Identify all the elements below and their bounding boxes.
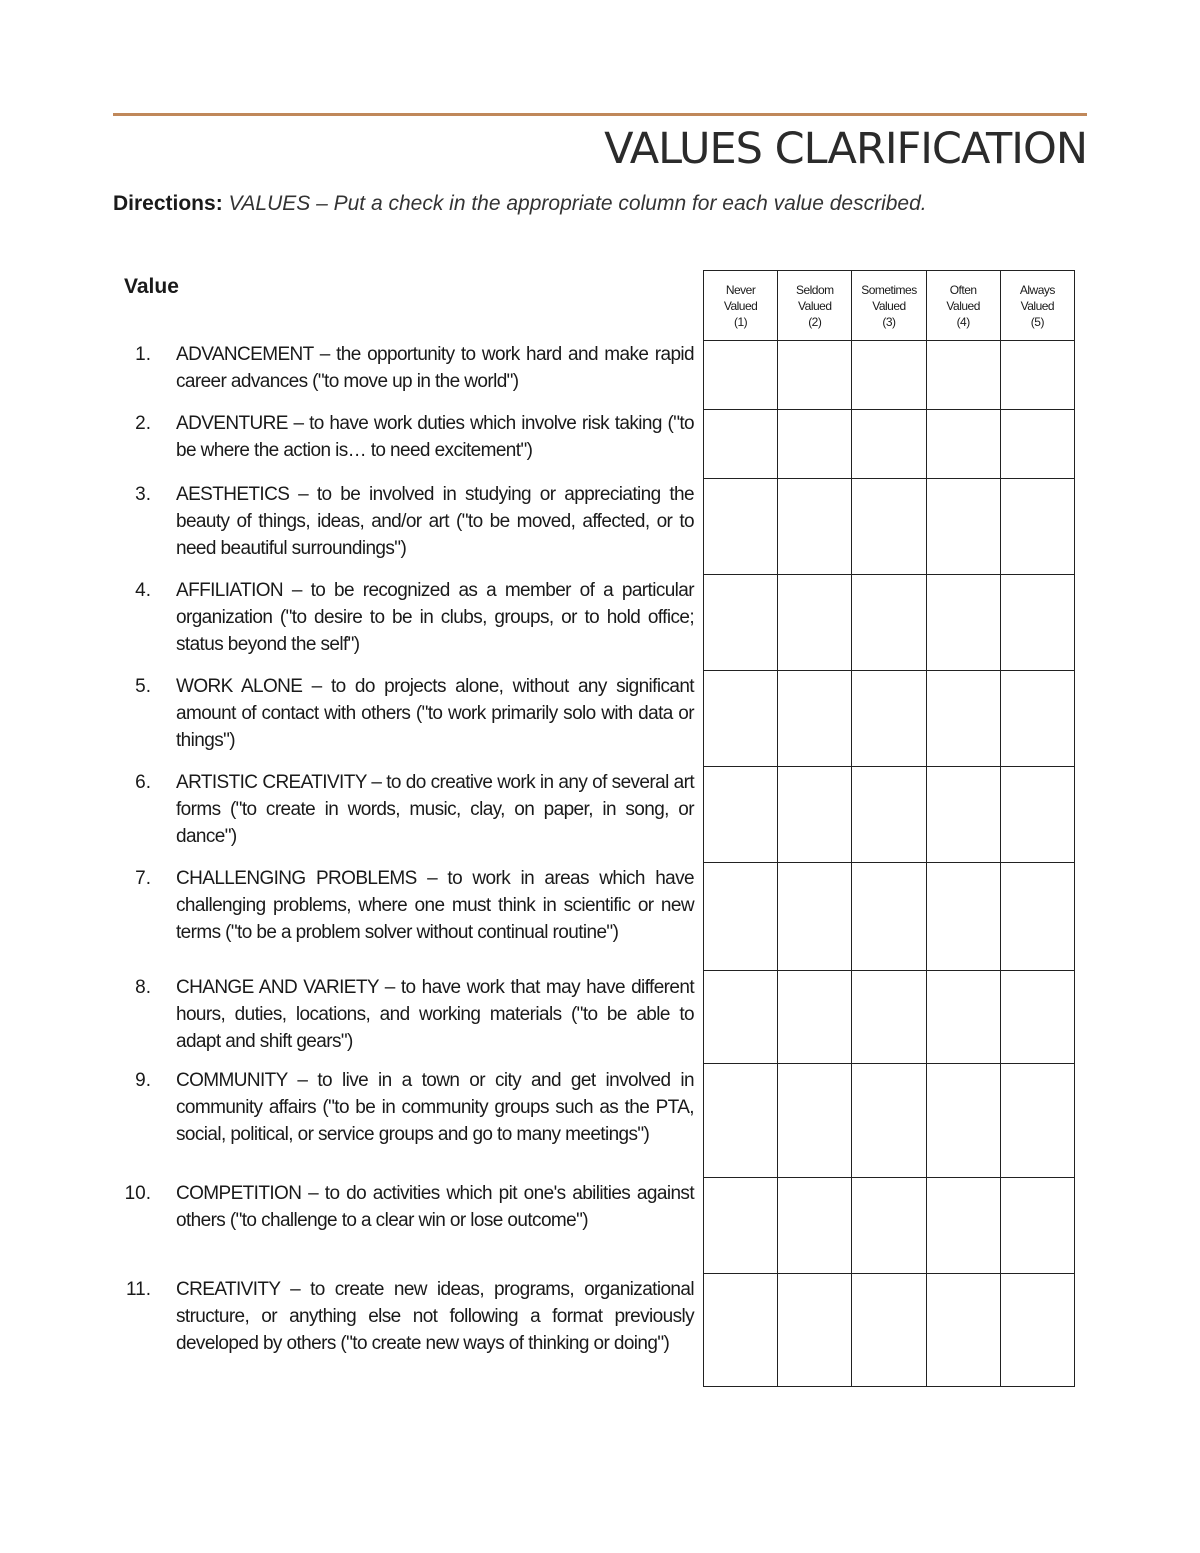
check-cell[interactable]: [778, 1274, 852, 1387]
check-cell[interactable]: [778, 863, 852, 971]
column-header-always: Always Valued (5): [1000, 271, 1074, 341]
check-cell[interactable]: [778, 767, 852, 863]
value-item: [123, 1276, 694, 1357]
check-cell[interactable]: [704, 1064, 778, 1178]
item-description: CREATIVITY – to create new ideas, programs, organizational structure, or anything else not following a format previously developed by others ("to create new ways of thinking or doing"): [176, 1279, 694, 1354]
check-cell[interactable]: [704, 341, 778, 410]
check-cell[interactable]: [778, 341, 852, 410]
check-cell[interactable]: [704, 1274, 778, 1387]
value-item: [123, 410, 694, 464]
directions-text: VALUES – Put a check in the appropriate column for each value described.: [228, 192, 927, 215]
check-cell[interactable]: [1000, 1064, 1074, 1178]
check-cell[interactable]: [1000, 410, 1074, 479]
header-rule: [113, 113, 1087, 116]
check-cell[interactable]: [778, 971, 852, 1064]
check-cell[interactable]: [778, 575, 852, 671]
check-cell[interactable]: [1000, 1274, 1074, 1387]
directions-label: Directions:: [113, 192, 223, 215]
check-cell[interactable]: [926, 341, 1000, 410]
check-cell[interactable]: [852, 1178, 926, 1274]
check-cell[interactable]: [926, 1274, 1000, 1387]
value-item: [123, 865, 694, 946]
check-cell[interactable]: [926, 1178, 1000, 1274]
item-description: CHANGE AND VARIETY – to have work that may have different hours, duties, locations, and working materials ("to be able to adapt and shift gears"): [176, 977, 694, 1052]
rating-row: [704, 971, 1075, 1064]
check-cell[interactable]: [926, 410, 1000, 479]
item-number: 6.: [135, 772, 151, 793]
column-header-never: Never Valued (1): [704, 271, 778, 341]
item-number: 11.: [125, 1279, 151, 1300]
item-number: 10.: [124, 1183, 151, 1204]
item-description: ADVANCEMENT – the opportunity to work hard and make rapid career advances ("to move up in the world"): [176, 344, 694, 392]
check-cell[interactable]: [852, 479, 926, 575]
check-cell[interactable]: [778, 1178, 852, 1274]
check-cell[interactable]: [704, 671, 778, 767]
check-cell[interactable]: [926, 767, 1000, 863]
check-cell[interactable]: [1000, 863, 1074, 971]
check-cell[interactable]: [852, 1064, 926, 1178]
check-cell[interactable]: [1000, 767, 1074, 863]
rating-row: [704, 1274, 1075, 1387]
check-cell[interactable]: [926, 479, 1000, 575]
check-cell[interactable]: [778, 671, 852, 767]
check-cell[interactable]: [926, 671, 1000, 767]
check-cell[interactable]: [704, 863, 778, 971]
check-cell[interactable]: [852, 1274, 926, 1387]
rating-grid: [703, 270, 1075, 1387]
item-number: 2.: [135, 413, 151, 434]
item-description: AESTHETICS – to be involved in studying or appreciating the beauty of things, ideas, and/or art ("to be moved, affected, or to need beautiful surroundings"): [176, 484, 694, 559]
rating-row: [704, 767, 1075, 863]
rating-row: [704, 863, 1075, 971]
check-cell[interactable]: [1000, 479, 1074, 575]
value-item: [123, 341, 694, 395]
value-item: [123, 1180, 694, 1234]
check-cell[interactable]: [926, 863, 1000, 971]
rating-row: [704, 341, 1075, 410]
item-description: ARTISTIC CREATIVITY – to do creative work in any of several art forms ("to create in words, music, clay, on paper, in song, or dance"): [176, 772, 694, 847]
value-item: [123, 577, 694, 658]
item-number: 4.: [135, 580, 151, 601]
check-cell[interactable]: [1000, 971, 1074, 1064]
check-cell[interactable]: [778, 1064, 852, 1178]
item-number: 1.: [135, 344, 151, 365]
value-item: [123, 481, 694, 562]
item-description: COMPETITION – to do activities which pit one's abilities against others ("to challenge to a clear win or lose outcome"): [176, 1183, 694, 1231]
item-description: WORK ALONE – to do projects alone, without any significant amount of contact with others ("to work primarily solo with data or things"): [176, 676, 694, 751]
check-cell[interactable]: [852, 671, 926, 767]
value-heading: Value: [124, 275, 179, 298]
value-item: [123, 673, 694, 754]
check-cell[interactable]: [704, 971, 778, 1064]
item-number: 3.: [135, 484, 151, 505]
check-cell[interactable]: [926, 575, 1000, 671]
item-description: AFFILIATION – to be recognized as a member of a particular organization ("to desire to be in clubs, groups, or to hold office; status beyond the self"): [176, 580, 694, 655]
item-number: 9.: [135, 1070, 151, 1091]
check-cell[interactable]: [704, 767, 778, 863]
item-number: 7.: [135, 868, 151, 889]
check-cell[interactable]: [1000, 671, 1074, 767]
page-title: VALUES CLARIFICATION: [604, 124, 1087, 174]
rating-row: [704, 410, 1075, 479]
check-cell[interactable]: [704, 1178, 778, 1274]
rating-row: [704, 479, 1075, 575]
item-description: ADVENTURE – to have work duties which involve risk taking ("to be where the action is… to need excitement"): [176, 413, 694, 461]
rating-row: [704, 575, 1075, 671]
column-header-often: Often Valued (4): [926, 271, 1000, 341]
check-cell[interactable]: [1000, 1178, 1074, 1274]
item-description: CHALLENGING PROBLEMS – to work in areas which have challenging problems, where one must think in scientific or new terms ("to be a problem solver without continual routine"): [176, 868, 694, 943]
check-cell[interactable]: [852, 575, 926, 671]
check-cell[interactable]: [704, 410, 778, 479]
check-cell[interactable]: [926, 1064, 1000, 1178]
column-header-sometimes: Sometimes Valued (3): [852, 271, 926, 341]
check-cell[interactable]: [852, 971, 926, 1064]
value-item: [123, 769, 694, 850]
check-cell[interactable]: [778, 479, 852, 575]
check-cell[interactable]: [1000, 341, 1074, 410]
check-cell[interactable]: [852, 410, 926, 479]
check-cell[interactable]: [852, 863, 926, 971]
directions: [113, 192, 927, 216]
check-cell[interactable]: [1000, 575, 1074, 671]
item-number: 5.: [135, 676, 151, 697]
rating-row: [704, 671, 1075, 767]
column-header-seldom: Seldom Valued (2): [778, 271, 852, 341]
item-number: 8.: [135, 977, 151, 998]
check-cell[interactable]: [852, 767, 926, 863]
grid-header-row: [704, 271, 1075, 341]
rating-row: [704, 1064, 1075, 1178]
value-item: [123, 1067, 694, 1148]
check-cell[interactable]: [852, 341, 926, 410]
check-cell[interactable]: [926, 971, 1000, 1064]
rating-row: [704, 1178, 1075, 1274]
value-item: [123, 974, 694, 1055]
item-description: COMMUNITY – to live in a town or city and get involved in community affairs ("to be in community groups such as the PTA, social, political, or service groups and go to many meetings"): [176, 1070, 694, 1145]
check-cell[interactable]: [704, 575, 778, 671]
check-cell[interactable]: [704, 479, 778, 575]
check-cell[interactable]: [778, 410, 852, 479]
